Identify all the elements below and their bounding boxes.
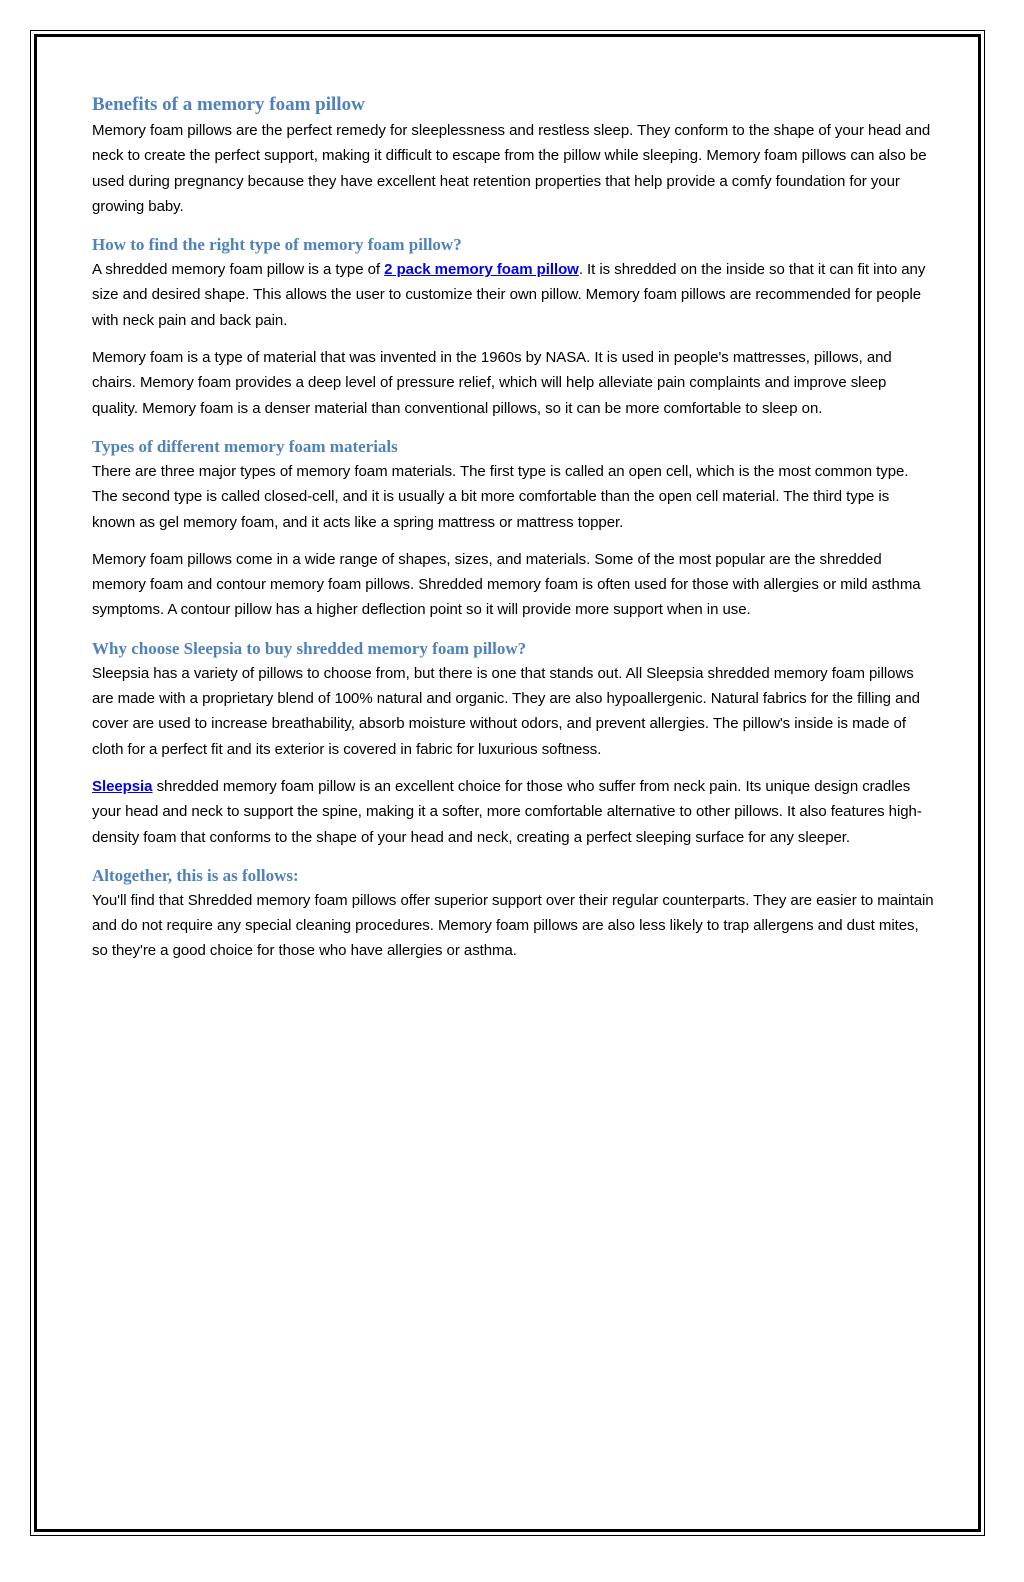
text-after-link: shredded memory foam pillow is an excellent choice for those who suffer from neck pain. Its unique design cradles your head and neck to support the spine, making it a softer, more comfortable alternative to other pillows. It also features high-density foam that conforms to the shape of your head and neck, creating a perfect sleeping surface for any sleeper. (92, 777, 922, 846)
document-body (92, 92, 934, 964)
section-find-right-type (92, 233, 934, 421)
section-why-sleepsia (92, 637, 934, 850)
section-altogether (92, 864, 934, 964)
paragraph-benefits: Memory foam pillows are the perfect remedy for sleeplessness and restless sleep. They conform to the shape of your head and neck to create the perfect support, making it difficult to escape from the pillow while sleeping. Memory foam pillows can also be used during pregnancy because they have excellent heat retention properties that help provide a comfy foundation for your growing baby. (92, 122, 931, 215)
text-after-link: . It is shredded on the inside so that it can fit into any size and desired shape. This allows the user to customize their own pillow. Memory foam pillows are recommended for people with neck pain and back pain. (92, 261, 926, 329)
link-sleepsia[interactable]: Sleepsia (92, 777, 153, 795)
paragraph-altogether: You'll find that Shredded memory foam pillows offer superior support over their regular counterparts. They are easier to maintain and do not require any special cleaning procedures. Memory foam pillows are also less likely to trap allergens and dust mites, so they're a good choice for those who have allergies or asthma. (92, 891, 934, 960)
section-types-materials (92, 435, 934, 623)
heading-why-sleepsia: Why choose Sleepsia to buy shredded memory foam pillow? (92, 638, 527, 658)
paragraph-sleepsia-variety: Sleepsia has a variety of pillows to choose from, but there is one that stands out. All Sleepsia shredded memory foam pillows are made with a proprietary blend of 100% natural and organic. They are also hypoallergenic. Natural fabrics for the filling and cover are used to increase breathability, absorb moisture without odors, and prevent allergies. The pillow's inside is made of cloth for a perfect fit and its exterior is covered in fabric for luxurious softness. (92, 664, 920, 758)
text-before-link: A shredded memory foam pillow is a type of (92, 261, 385, 279)
heading-find-right-type: How to find the right type of memory foam pillow? (92, 235, 462, 255)
paragraph-memory-foam-nasa: Memory foam is a type of material that was invented in the 1960s by NASA. It is used in people's mattresses, pillows, and chairs. Memory foam provides a deep level of pressure relief, which will help alleviate pain complaints and improve sleep quality. Memory foam is a denser material than conventional pillows, so it can be more comfortable to sleep on. (92, 349, 892, 417)
paragraph-sleepsia-neck-pain (92, 774, 934, 850)
heading-benefits: Benefits of a memory foam pillow (92, 94, 365, 115)
paragraph-shapes-sizes: Memory foam pillows come in a wide range of shapes, sizes, and materials. Some of the most popular are the shredded memory foam and contour memory foam pillows. Shredded memory foam is often used for those with allergies or mild asthma symptoms. A contour pillow has a higher deflection point so it will provide more support when in use. (92, 550, 921, 619)
paragraph-three-types: There are three major types of memory foam materials. The first type is called an open cell, which is the most common type. The second type is called closed-cell, and it is usually a bit more comfortable than the open cell material. The third type is known as gel memory foam, and it acts like a spring mattress or mattress topper. (92, 462, 909, 531)
heading-types-materials: Types of different memory foam materials (92, 436, 398, 456)
paragraph-shredded-pillow (92, 257, 934, 333)
link-2-pack-memory-foam-pillow[interactable]: 2 pack memory foam pillow (384, 261, 579, 279)
section-benefits (92, 92, 934, 219)
heading-altogether: Altogether, this is as follows: (92, 865, 299, 885)
